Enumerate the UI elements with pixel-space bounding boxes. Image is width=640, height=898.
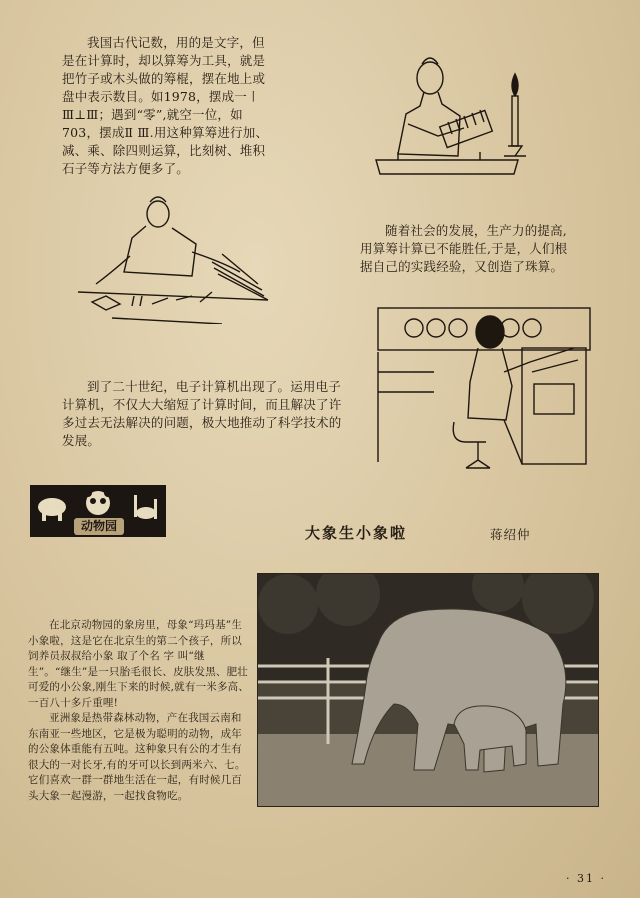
elephant-paragraph-2: 亚洲象是热带森林动物，产在我国云南和东南亚一些地区，它是极为聪明的动物，成年的公象体重能有五吨。这种象只有公的才生有很大的一对长牙,有的牙可以长到两米六、七。它们喜欢一群一群地生活在一起，有时候几百头大象一起漫游，一起找食物吃。 [28, 712, 246, 802]
computer-operator-illustration [374, 302, 594, 474]
zoo-column-logo [30, 485, 166, 537]
counting-rods-illustration [72, 192, 272, 324]
article-author: 蒋绍仲 [490, 527, 531, 542]
computer-paragraph: 到了二十世纪，电子计算机出现了。运用电子计算机，不仅大大缩短了计算时间，而且解决了许多过去无法解决的问题，极大地推动了科学技术的发展。 [62, 379, 342, 448]
elephant-article-text [28, 618, 250, 804]
elephant-paragraph-1: 在北京动物园的象房里，母象“玛玛基”生小象啦，这是它在北京生的第二个孩子，所以饲养员叔叔给小象 取了个名 字 叫“继 生”。“继生”是一只胎毛很长、皮肤发黑、肥壮可爱的小公象,刚生下来的时候,就有一米多高、一百八十多斤重哩! [28, 619, 250, 709]
elephant-photo [257, 573, 599, 807]
abacus-paragraph: 随着社会的发展，生产力的提高,用算筹计算已不能胜任,于是，人们根据自己的实践经验，又创造了珠算。 [360, 223, 568, 274]
article-title: 大象生小象啦 [305, 524, 408, 542]
counting-rods-paragraph: 我国古代记数，用的是文字，但是在计算时，却以算筹为工具，就是把竹子或木头做的筹棍，摆在地上或盘中表示数目。如1978，摆成一〡Ⅲ⊥Ⅲ；遇到“零”,就空一位，如703，摆成Ⅱ Ⅲ.用这种算筹进行加、减、乘、除四则运算，比刻树、堆积石子等方法方便多了。 [62, 35, 269, 176]
zoo-column-logo-text: 动物园 [74, 518, 124, 535]
page-number: · 31 · [566, 872, 606, 885]
scholar-counting-illustration [368, 44, 538, 184]
